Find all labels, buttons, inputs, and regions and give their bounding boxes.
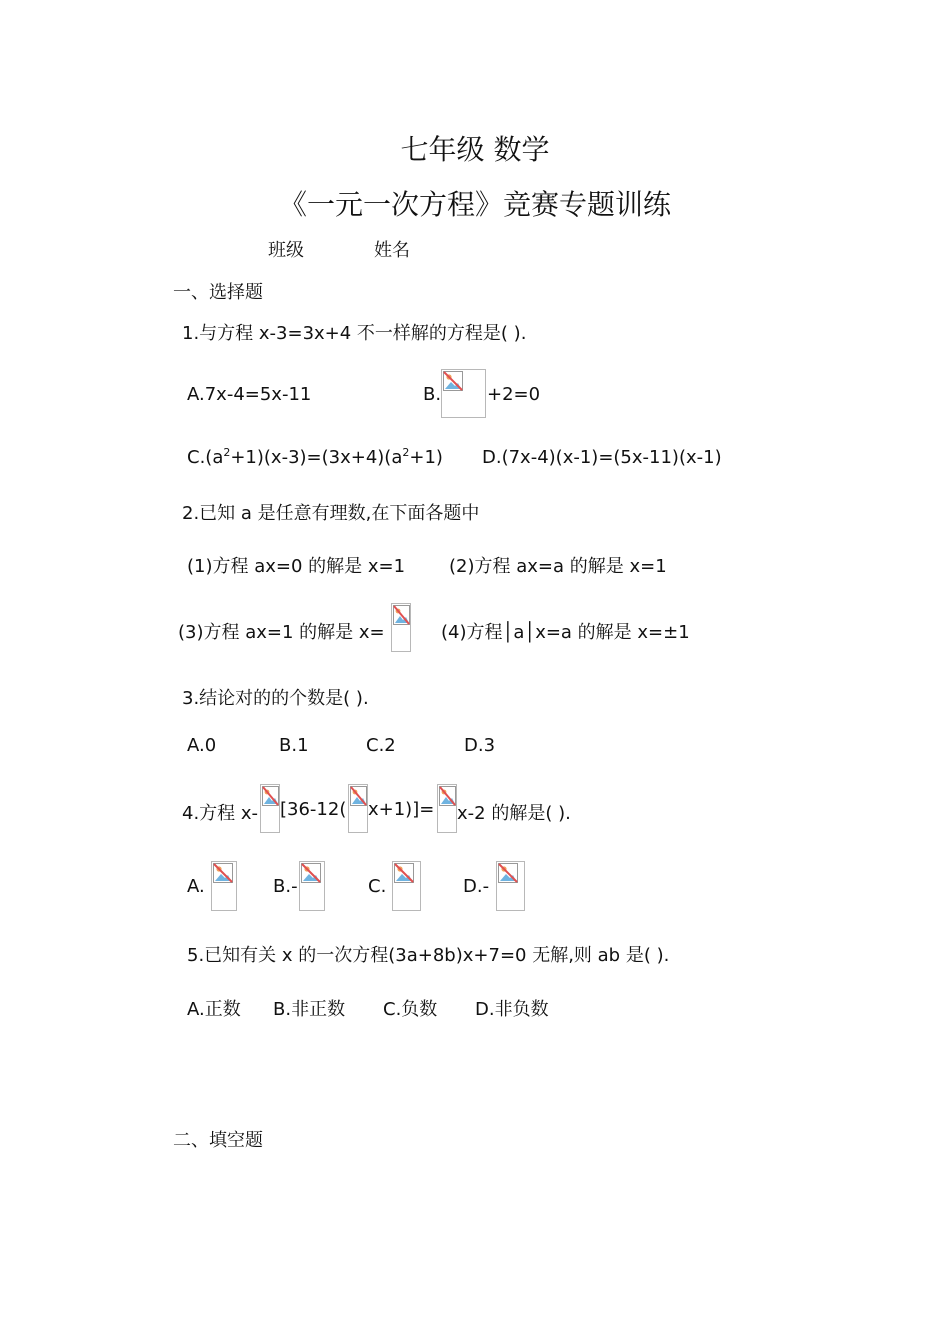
- question-3-stem: 3.结论对的的个数是( ).: [182, 688, 369, 709]
- broken-image-icon: [211, 861, 237, 911]
- name-label: 姓名: [374, 240, 410, 261]
- question-4-part3: x+1)]=: [368, 799, 435, 820]
- question-1-option-c-part1: C.(a: [187, 447, 224, 468]
- question-5-option-a: A.正数: [187, 999, 241, 1020]
- question-1-option-b-suffix: +2=0: [487, 384, 541, 405]
- question-4-option-c: C.: [368, 876, 387, 897]
- question-3-option-d: D.3: [464, 735, 496, 756]
- page-title-topic: 《一元一次方程》竞赛专题训练: [278, 188, 671, 221]
- broken-image-icon: [441, 369, 486, 418]
- broken-image-icon: [437, 784, 457, 833]
- broken-image-icon: [260, 784, 280, 833]
- question-2-stem: 2.已知 a 是任意有理数,在下面各题中: [182, 503, 480, 524]
- question-3-option-c: C.2: [366, 735, 396, 756]
- broken-image-icon: [299, 861, 325, 911]
- question-1-stem: 1.与方程 x-3=3x+4 不一样解的方程是( ).: [182, 323, 527, 344]
- question-1-option-d: D.(7x-4)(x-1)=(5x-11)(x-1): [482, 447, 722, 468]
- question-2-statement-2: (2)方程 ax=a 的解是 x=1: [449, 556, 667, 577]
- question-3-option-b: B.1: [279, 735, 309, 756]
- question-5-option-d: D.非负数: [475, 999, 549, 1020]
- question-4-part1: 4.方程 x-: [182, 803, 259, 824]
- question-4-part4: x-2 的解是( ).: [457, 803, 571, 824]
- question-4-option-c-image: [392, 861, 421, 911]
- question-2-statement-3: (3)方程 ax=1 的解是 x=: [178, 622, 385, 643]
- question-4-part2: [36-12(: [280, 799, 347, 820]
- question-4-image-2: [348, 784, 368, 833]
- question-5-option-b: B.非正数: [273, 999, 346, 1020]
- question-1-option-b-image: [441, 369, 486, 418]
- question-4-option-b: B.-: [273, 876, 298, 897]
- question-2-statement-4: (4)方程│a│x=a 的解是 x=±1: [441, 622, 690, 643]
- question-1-option-c-exp1: 2: [223, 446, 231, 459]
- question-3-option-a: A.0: [187, 735, 217, 756]
- broken-image-icon: [392, 861, 421, 911]
- section-heading-choice: 一、选择题: [173, 282, 263, 303]
- question-4-image-3: [437, 784, 457, 833]
- question-1-option-b-prefix: B.: [423, 384, 442, 405]
- question-1-option-c-part2: +1)(x-3)=(3x+4)(a: [230, 447, 403, 468]
- question-1-option-c: [187, 447, 443, 468]
- broken-image-icon: [496, 861, 525, 911]
- broken-image-icon: [348, 784, 368, 833]
- question-4-option-d-image: [496, 861, 525, 911]
- broken-image-icon: [391, 603, 411, 652]
- question-1-option-c-exp2: 2: [402, 446, 410, 459]
- question-4-image-1: [260, 784, 280, 833]
- page-title-grade: 七年级 数学: [400, 133, 550, 166]
- question-5-stem: 5.已知有关 x 的一次方程(3a+8b)x+7=0 无解,则 ab 是( ).: [187, 945, 670, 966]
- class-label: 班级: [268, 240, 304, 261]
- question-1-option-a: A.7x-4=5x-11: [187, 384, 312, 405]
- question-2-statement-3-image: [391, 603, 411, 652]
- question-4-option-b-image: [299, 861, 325, 911]
- question-1-option-c-part3: +1): [409, 447, 443, 468]
- question-2-statement-1: (1)方程 ax=0 的解是 x=1: [187, 556, 406, 577]
- question-4-option-a-image: [211, 861, 237, 911]
- question-4-option-d: D.-: [463, 876, 490, 897]
- section-heading-fill-in: 二、填空题: [173, 1130, 263, 1151]
- question-4-option-a: A.: [187, 876, 205, 897]
- question-5-option-c: C.负数: [383, 999, 438, 1020]
